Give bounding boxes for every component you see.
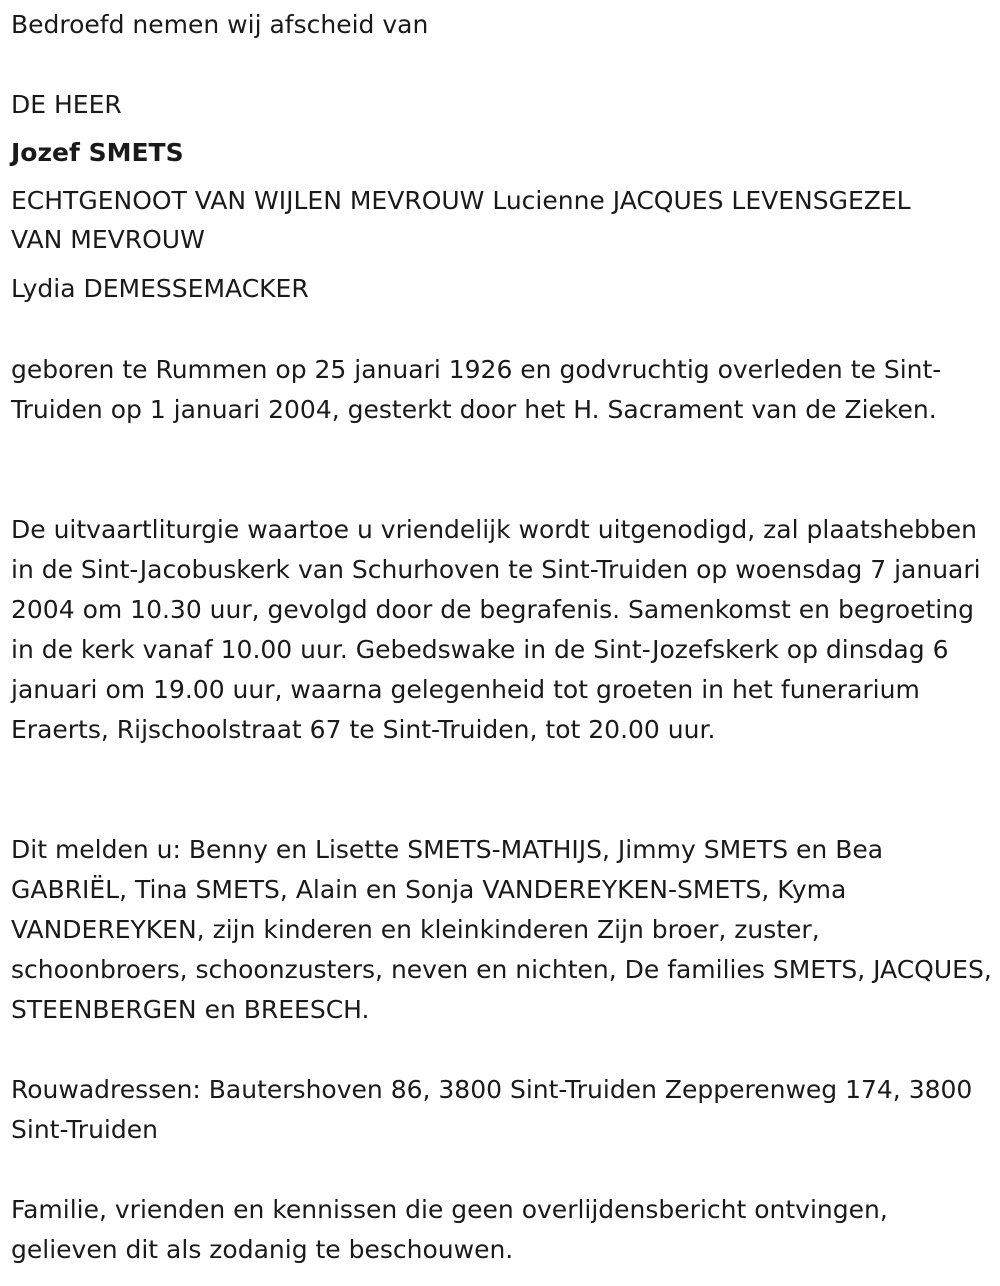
mourning-addresses: Rouwadressen: Bautershoven 86, 3800 Sint-Truiden Zepperenweg 174, 3800 Sint-Truiden bbox=[11, 1075, 973, 1144]
salutation: DE HEER bbox=[11, 90, 122, 119]
funeral-paragraph: De uitvaartliturgie waartoe u vriendelijk wordt uitgenodigd, zal plaatshebben in de Sint-Jacobuskerk van Schurhoven te Sint-Truiden op woensdag 7 januari 2004 om 10.30 uur, gevolgd door de begrafenis. Samenkomst en begroeting in de kerk vanaf 10.00 uur. Gebedswake in de Sint-Jozefskerk op dinsdag 6 januari om 19.00 uur, waarna gelegenheid tot groeten in het funerarium Eraerts, Rijschoolstraat 67 te Sint-Truiden, tot 20.00 uur. bbox=[11, 515, 981, 744]
announced-by-paragraph: Dit melden u: Benny en Lisette SMETS-MATHIJS, Jimmy SMETS en Bea GABRIËL, Tina SMETS, Alain en Sonja VANDEREYKEN-SMETS, Kyma VANDEREYKEN, zijn kinderen en kleinkinderen Zijn broer, zuster, schoonbroers, schoonzusters, neven en nichten, De families SMETS, JACQUES, STEENBERGEN en BREESCH. bbox=[11, 835, 992, 1024]
birth-death-paragraph: geboren te Rummen op 25 januari 1926 en godvruchtig overleden te Sint-Truiden op 1 januari 2004, gesterkt door het H. Sacrament van de Zieken. bbox=[11, 355, 942, 424]
closing-paragraph: Familie, vrienden en kennissen die geen overlijdensbericht ontvingen, gelieven dit als zodanig te beschouwen. bbox=[11, 1195, 888, 1264]
spouse-line-2: VAN MEVROUW bbox=[11, 225, 205, 254]
partner-name: Lydia DEMESSEMACKER bbox=[11, 274, 309, 303]
deceased-name: Jozef SMETS bbox=[11, 138, 184, 167]
spouse-line-1: ECHTGENOOT VAN WIJLEN MEVROUW Lucienne JACQUES LEVENSGEZEL bbox=[11, 186, 911, 215]
intro-text: Bedroefd nemen wij afscheid van bbox=[11, 10, 429, 39]
